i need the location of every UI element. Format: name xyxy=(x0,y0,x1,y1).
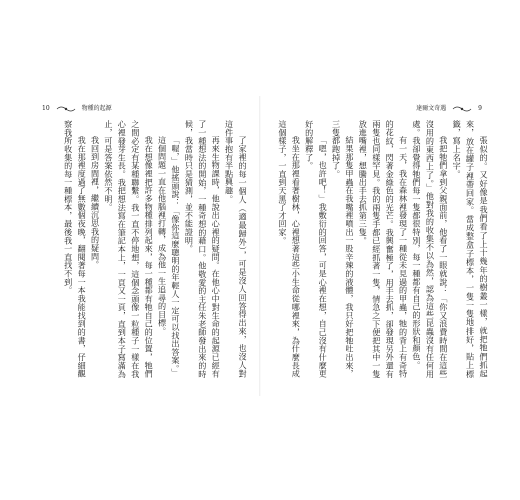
paragraph: 結果那隻甲蟲在我嘴裡噴出一股辛辣的液體，我只好把牠吐出來，三隻都跑掉了。 xyxy=(331,120,355,378)
right-running-title: 達爾文奇遇 xyxy=(416,105,447,112)
right-page-number: 9 xyxy=(478,105,482,112)
ornament-icon xyxy=(452,105,472,113)
book-gutter xyxy=(259,96,261,396)
paragraph: 我在那裡度過了無數個夜晚，翻閱著每一本我能找到的書，仔細觀察我所收集的每一種標本，最後我一直找不到。 xyxy=(63,120,88,378)
right-page xyxy=(262,96,498,396)
left-page-number: 10 xyxy=(42,105,50,112)
ornament-icon xyxy=(56,105,76,113)
paragraph: 再來生物課時，他說出心裡的疑問。在他心中對生命的起源已經有了一種想法的開始，一種奇想的藉口。他敬愛的主任朱老師發出來的時候，我當時只是猜測，並不能證明。 xyxy=(184,120,222,378)
paragraph: 我把牠們拿到父親面前，他看了一眼就說：「你又浪費時間在這些沒用的東西上了。」他對我的收集不以為然，認為這些昆蟲沒有任何用處。我卻覺得牠們每一隻都很特別，每一種都有自己的形狀和顏色。 xyxy=(411,120,449,378)
paragraph: 了家裡的每一個人（適最歸外），可是沒人回答得出來，也沒人對這件事抱有半點興趣。 xyxy=(224,120,248,378)
paragraph: 「喔，」他搖頭說：「像你這麼聰明的年輕人一定可以找出答案。」 xyxy=(170,136,181,378)
paragraph: 張似的。又好像是我們看了上十幾年的樹叢一樣，就把牠們抓起來，放在罐子裡帶回家。當成整盒子標本，一隻一隻地排好，貼上標籤，寫上名字。 xyxy=(452,120,489,378)
paragraph: 我在想像裡把許多物種排列起來，每一種都有牠自己的位置，牠們之間必定有某種聯繫。我一直不停地想，這個念頭像一粒種子一樣在我心裡發芽生長。我把想法寫在筆記本上，一頁又一頁，直到本子寫滿為止，可是答案依然不明。 xyxy=(103,120,155,378)
paragraph: 「嗯，也許吧！」我敷衍的回答，可是心裡在想，自己沒有什麼更好的解釋了。 xyxy=(304,120,329,378)
left-body-text xyxy=(44,120,249,378)
paragraph: 我回到房間裡，繼續沉思我的疑問。 xyxy=(90,136,101,269)
left-running-head xyxy=(42,103,112,115)
paragraph: 我坐在那裡看著樹林，心裡想著這些小生命從哪裡來，為什麼長成這個樣子，一直到天黑了才回家。 xyxy=(277,120,302,378)
left-running-title: 物種的起源 xyxy=(81,105,112,112)
right-body-text xyxy=(277,120,490,378)
paragraph: 有一天，我在森林裡發現了一種從未見過的甲蟲，牠的背上有奇特的花紋，閃著金綠色的光芒。我興奮極了，用手去抓，卻發現另外還有兩隻也同樣罕見。我的兩隻手都已經抓著一隻，情急之下便把其中一隻放進嘴裡，想騰出手去抓第三隻。 xyxy=(358,120,409,378)
left-page xyxy=(22,96,259,396)
paragraph: 這個問題一直在他腦裡打轉，成為他一生追尋的目標。 xyxy=(157,136,168,336)
right-running-head xyxy=(416,103,482,115)
